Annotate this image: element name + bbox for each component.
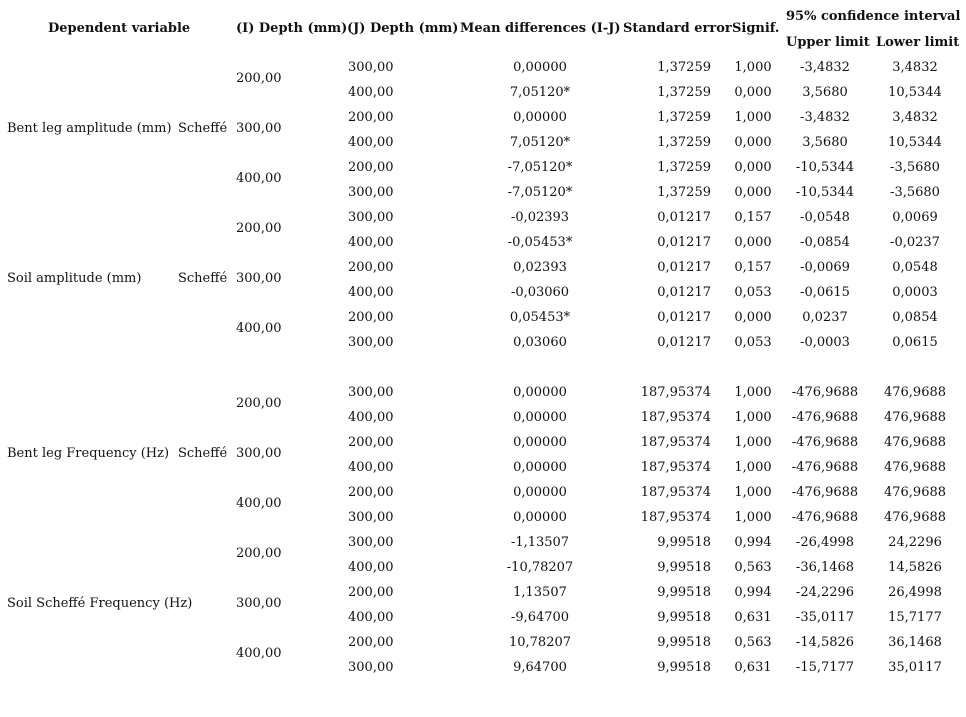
upper-limit-value: -24,2296 — [795, 585, 855, 600]
mean-difference-value: 0,00000 — [513, 460, 567, 475]
mean-difference-value: 0,00000 — [513, 485, 567, 500]
i-depth-value: 400,00 — [236, 496, 282, 511]
upper-limit-value: -3,4832 — [800, 110, 850, 125]
i-depth-value: 300,00 — [236, 271, 282, 286]
mean-difference-value: 0,00000 — [513, 60, 567, 75]
lower-limit-value: 476,9688 — [883, 385, 947, 400]
upper-limit-value: -476,9688 — [791, 385, 859, 400]
signif-value: 0,000 — [734, 135, 772, 150]
signif-value: 0,157 — [734, 210, 772, 225]
mean-difference-value: -10,78207 — [506, 560, 574, 575]
j-depth-value: 400,00 — [348, 410, 394, 425]
j-depth-value: 200,00 — [348, 160, 394, 175]
j-depth-value: 300,00 — [348, 185, 394, 200]
header-mean-differences: Mean differences (I-J) — [460, 21, 621, 36]
upper-limit-value: -3,4832 — [800, 60, 850, 75]
mean-difference-value: 0,00000 — [513, 110, 567, 125]
i-depth-value: 400,00 — [236, 646, 282, 661]
lower-limit-value: 0,0548 — [892, 260, 938, 275]
mean-difference-value: 0,03060 — [513, 335, 567, 350]
method-label: Scheffé — [178, 446, 228, 461]
upper-limit-value: -36,1468 — [795, 560, 855, 575]
i-depth-value: 200,00 — [236, 546, 282, 561]
upper-limit-value: -0,0069 — [800, 260, 850, 275]
i-depth-value: 300,00 — [236, 446, 282, 461]
standard-error-value: 0,01217 — [657, 260, 711, 275]
mean-difference-value: -1,13507 — [510, 535, 570, 550]
i-depth-value: 400,00 — [236, 321, 282, 336]
signif-value: 0,157 — [734, 260, 772, 275]
j-depth-value: 200,00 — [348, 635, 394, 650]
mean-difference-value: 0,00000 — [513, 385, 567, 400]
upper-limit-value: -26,4998 — [795, 535, 855, 550]
lower-limit-value: 36,1468 — [888, 635, 942, 650]
signif-value: 0,631 — [734, 610, 772, 625]
signif-value: 1,000 — [734, 60, 772, 75]
lower-limit-value: 0,0854 — [892, 310, 938, 325]
lower-limit-value: 0,0003 — [892, 285, 938, 300]
j-depth-value: 400,00 — [348, 610, 394, 625]
j-depth-value: 200,00 — [348, 260, 394, 275]
j-depth-value: 300,00 — [348, 335, 394, 350]
method-label: Scheffé — [178, 121, 228, 136]
j-depth-value: 300,00 — [348, 660, 394, 675]
mean-difference-value: 1,13507 — [513, 585, 567, 600]
j-depth-value: 300,00 — [348, 535, 394, 550]
upper-limit-value: -0,0003 — [800, 335, 850, 350]
signif-value: 0,000 — [734, 185, 772, 200]
j-depth-value: 200,00 — [348, 485, 394, 500]
lower-limit-value: -3,5680 — [890, 185, 940, 200]
lower-limit-value: 3,4832 — [892, 60, 938, 75]
mean-difference-value: 0,00000 — [513, 410, 567, 425]
mean-difference-value: 7,05120* — [509, 135, 571, 150]
signif-value: 0,631 — [734, 660, 772, 675]
upper-limit-value: -476,9688 — [791, 410, 859, 425]
upper-limit-value: -476,9688 — [791, 460, 859, 475]
upper-limit-value: -10,5344 — [795, 185, 855, 200]
lower-limit-value: 35,0117 — [888, 660, 942, 675]
i-depth-value: 300,00 — [236, 596, 282, 611]
lower-limit-value: 476,9688 — [883, 410, 947, 425]
signif-value: 0,053 — [734, 335, 772, 350]
j-depth-value: 400,00 — [348, 285, 394, 300]
standard-error-value: 1,37259 — [657, 60, 711, 75]
header-j-depth: (J) Depth (mm) — [347, 21, 459, 36]
mean-difference-value: -0,05453* — [507, 235, 573, 250]
upper-limit-value: -15,7177 — [795, 660, 855, 675]
method-label: Scheffé — [178, 271, 228, 286]
mean-difference-value: -7,05120* — [507, 160, 573, 175]
mean-difference-value: 0,05453* — [509, 310, 571, 325]
j-depth-value: 300,00 — [348, 385, 394, 400]
signif-value: 1,000 — [734, 510, 772, 525]
upper-limit-value: 0,0237 — [802, 310, 848, 325]
signif-value: 0,000 — [734, 85, 772, 100]
j-depth-value: 200,00 — [348, 310, 394, 325]
signif-value: 0,994 — [734, 535, 772, 550]
header-i-depth: (I) Depth (mm) — [236, 21, 348, 36]
signif-value: 1,000 — [734, 485, 772, 500]
lower-limit-value: 0,0069 — [892, 210, 938, 225]
signif-value: 0,563 — [734, 560, 772, 575]
standard-error-value: 9,99518 — [657, 635, 711, 650]
standard-error-value: 9,99518 — [657, 535, 711, 550]
upper-limit-value: 3,5680 — [802, 85, 848, 100]
header-dependent-variable: Dependent variable — [48, 21, 191, 36]
j-depth-value: 400,00 — [348, 235, 394, 250]
standard-error-value: 187,95374 — [640, 410, 711, 425]
i-depth-value: 200,00 — [236, 221, 282, 236]
signif-value: 1,000 — [734, 410, 772, 425]
dependent-variable-label: Soil amplitude (mm) — [7, 271, 142, 286]
standard-error-value: 187,95374 — [640, 385, 711, 400]
mean-difference-value: 9,64700 — [513, 660, 567, 675]
i-depth-value: 200,00 — [236, 396, 282, 411]
standard-error-value: 9,99518 — [657, 660, 711, 675]
dependent-variable-label: Soil Scheffé Frequency (Hz) — [7, 596, 193, 611]
standard-error-value: 187,95374 — [640, 435, 711, 450]
mean-difference-value: -0,03060 — [510, 285, 570, 300]
signif-value: 0,000 — [734, 310, 772, 325]
standard-error-value: 9,99518 — [657, 560, 711, 575]
header-upper-limit: Upper limit — [786, 35, 870, 50]
signif-value: 1,000 — [734, 460, 772, 475]
j-depth-value: 400,00 — [348, 135, 394, 150]
upper-limit-value: -476,9688 — [791, 485, 859, 500]
dependent-variable-label: Bent leg Frequency (Hz) — [7, 446, 170, 461]
signif-value: 0,000 — [734, 235, 772, 250]
standard-error-value: 0,01217 — [657, 210, 711, 225]
header-standard-error: Standard error — [623, 21, 732, 36]
standard-error-value: 187,95374 — [640, 460, 711, 475]
signif-value: 0,000 — [734, 160, 772, 175]
j-depth-value: 300,00 — [348, 510, 394, 525]
signif-value: 1,000 — [734, 110, 772, 125]
header-lower-limit: Lower limit — [876, 35, 960, 50]
j-depth-value: 200,00 — [348, 110, 394, 125]
standard-error-value: 9,99518 — [657, 610, 711, 625]
lower-limit-value: 24,2296 — [888, 535, 942, 550]
lower-limit-value: -0,0237 — [890, 235, 940, 250]
lower-limit-value: 476,9688 — [883, 485, 947, 500]
mean-difference-value: -7,05120* — [507, 185, 573, 200]
lower-limit-value: 3,4832 — [892, 110, 938, 125]
signif-value: 0,563 — [734, 635, 772, 650]
signif-value: 0,053 — [734, 285, 772, 300]
upper-limit-value: -0,0548 — [800, 210, 850, 225]
lower-limit-value: -3,5680 — [890, 160, 940, 175]
standard-error-value: 1,37259 — [657, 185, 711, 200]
signif-value: 1,000 — [734, 435, 772, 450]
dependent-variable-label: Bent leg amplitude (mm) — [7, 121, 172, 136]
lower-limit-value: 10,5344 — [888, 135, 942, 150]
i-depth-value: 300,00 — [236, 121, 282, 136]
upper-limit-value: -476,9688 — [791, 435, 859, 450]
mean-difference-value: 0,00000 — [513, 510, 567, 525]
lower-limit-value: 10,5344 — [888, 85, 942, 100]
standard-error-value: 0,01217 — [657, 235, 711, 250]
j-depth-value: 300,00 — [348, 210, 394, 225]
standard-error-value: 1,37259 — [657, 160, 711, 175]
j-depth-value: 200,00 — [348, 585, 394, 600]
standard-error-value: 9,99518 — [657, 585, 711, 600]
lower-limit-value: 476,9688 — [883, 460, 947, 475]
upper-limit-value: -10,5344 — [795, 160, 855, 175]
j-depth-value: 400,00 — [348, 460, 394, 475]
mean-difference-value: 0,00000 — [513, 435, 567, 450]
standard-error-value: 187,95374 — [640, 485, 711, 500]
upper-limit-value: -476,9688 — [791, 510, 859, 525]
standard-error-value: 1,37259 — [657, 135, 711, 150]
i-depth-value: 200,00 — [236, 71, 282, 86]
j-depth-value: 300,00 — [348, 60, 394, 75]
standard-error-value: 187,95374 — [640, 510, 711, 525]
lower-limit-value: 0,0615 — [892, 335, 938, 350]
signif-value: 0,994 — [734, 585, 772, 600]
signif-value: 1,000 — [734, 385, 772, 400]
header-signif: Signif. — [732, 21, 780, 36]
standard-error-value: 0,01217 — [657, 310, 711, 325]
mean-difference-value: 0,02393 — [513, 260, 567, 275]
lower-limit-value: 14,5826 — [888, 560, 942, 575]
lower-limit-value: 26,4998 — [888, 585, 942, 600]
j-depth-value: 200,00 — [348, 435, 394, 450]
j-depth-value: 400,00 — [348, 560, 394, 575]
lower-limit-value: 15,7177 — [888, 610, 942, 625]
i-depth-value: 400,00 — [236, 171, 282, 186]
upper-limit-value: -0,0615 — [800, 285, 850, 300]
standard-error-value: 0,01217 — [657, 285, 711, 300]
standard-error-value: 0,01217 — [657, 335, 711, 350]
mean-difference-value: -9,64700 — [510, 610, 570, 625]
mean-difference-value: 7,05120* — [509, 85, 571, 100]
standard-error-value: 1,37259 — [657, 110, 711, 125]
mean-difference-value: 10,78207 — [508, 635, 572, 650]
lower-limit-value: 476,9688 — [883, 510, 947, 525]
mean-difference-value: -0,02393 — [510, 210, 570, 225]
upper-limit-value: -0,0854 — [800, 235, 850, 250]
standard-error-value: 1,37259 — [657, 85, 711, 100]
header-confidence-interval: 95% confidence interval — [786, 9, 961, 24]
upper-limit-value: 3,5680 — [802, 135, 848, 150]
lower-limit-value: 476,9688 — [883, 435, 947, 450]
j-depth-value: 400,00 — [348, 85, 394, 100]
upper-limit-value: -14,5826 — [795, 635, 855, 650]
upper-limit-value: -35,0117 — [795, 610, 855, 625]
